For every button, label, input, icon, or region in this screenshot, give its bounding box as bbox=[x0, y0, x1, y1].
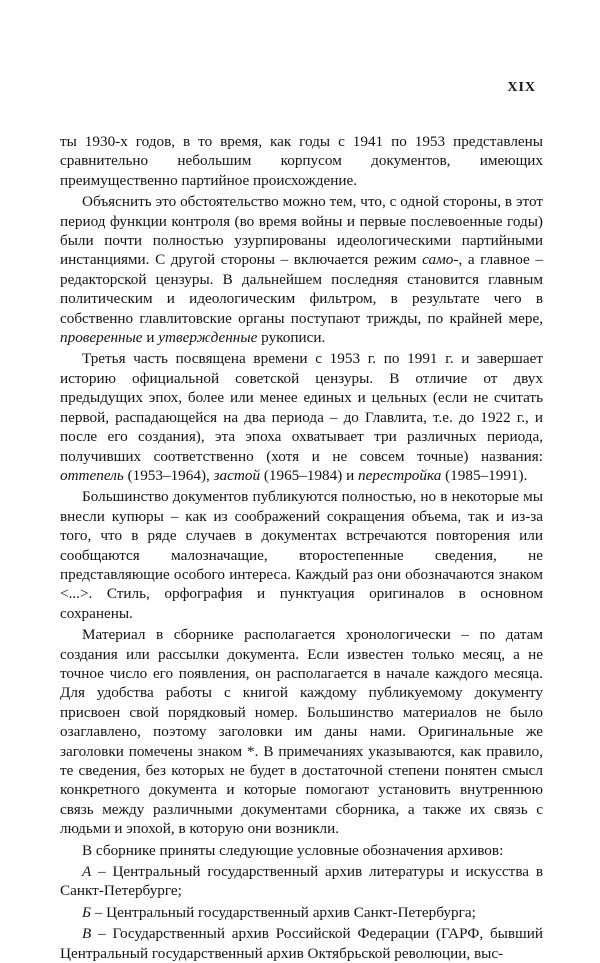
italic-term: утвержденные bbox=[158, 329, 258, 347]
italic-term: само- bbox=[422, 251, 459, 269]
italic-term: перестройка bbox=[358, 466, 442, 484]
text-run: В сборнике приняты следующие условные обозначения архивов: bbox=[82, 841, 504, 859]
page-number: XIX bbox=[507, 80, 536, 95]
body-text bbox=[60, 132, 543, 963]
text-run: – Государственный архив Российской Федерации (ГАРФ, бывший Центральный государственный архив Октябрьской революции, выс- bbox=[60, 925, 543, 962]
paragraph bbox=[60, 132, 543, 190]
paragraph bbox=[60, 487, 543, 623]
text-run: – Центральный государственный архив Санкт-Петербурга; bbox=[90, 903, 476, 921]
paragraph bbox=[60, 349, 543, 485]
text-run: Большинство документов публикуются полностью, но в некоторые мы внесли купюры – как из соображений сокращения объема, так и из-за того, что в ряде случаев в документах встречаются повторения или сообщаются малозначащие, второстепенные сведения, не представляющие особого интереса. Каждый раз они обозначаются знаком <...>. Стиль, орфография и пунктуация оригиналов в основном сохранены. bbox=[60, 488, 543, 622]
text-run: ты 1930-х годов, в то время, как годы с 1941 по 1953 представлены сравнительно небольшим корпусом документов, имеющих преимущественно партийное происхождение. bbox=[60, 133, 543, 189]
text-run: Третья часть посвящена времени с 1953 г. по 1991 г. и завершает историю официальной советской цензуры. В отличие от двух предыдущих эпох, более или менее единых и цельных (если не считать первой, распадающейся на два периода – до Главлита, т.е. до 1922 г., и после его создания), эта эпоха охватывает три различных периода, получивших соответственно (хотя и не совсем точные) названия: bbox=[60, 350, 543, 465]
paragraph bbox=[60, 625, 543, 838]
text-run: , а главное – редакторской цензуры. В дальнейшем последняя становится главным политическим и идеологическим фильтром, в результате чего в собственно главлитовские органы поступают трижды, по крайней мере, bbox=[60, 251, 543, 327]
italic-term: застой bbox=[213, 466, 261, 484]
paragraph bbox=[60, 862, 543, 901]
text-run: (1985–1991). bbox=[441, 466, 528, 484]
paragraph bbox=[60, 192, 543, 347]
paragraph bbox=[60, 924, 543, 963]
text-run: Материал в сборнике располагается хронологически – по датам создания или рассылки документа. Если известен только месяц, а не точное число его появления, он располагается в начале каждого месяца. Для удобства работы с книгой каждому публикуемому документу присвоен свой порядковый номер. Большинство материалов не было озаглавлено, поэтому заголовки им даны нами. Оригинальные же заголовки помечены знаком *. В примечаниях указываются, как правило, те сведения, без которых не будет в достаточной степени понятен смысл конкретного документа и которые помогают установить внутреннюю связь между различными документами сборника, а также их связь с людьми и эпохой, в которую они возникли. bbox=[60, 626, 543, 838]
italic-term: проверенные bbox=[60, 329, 143, 347]
italic-term: В bbox=[82, 925, 92, 943]
text-run: (1953–1964), bbox=[123, 466, 214, 484]
text-run: рукописи. bbox=[257, 329, 326, 347]
paragraph bbox=[60, 903, 543, 922]
text-run: – Центральный государственный архив литературы и искусства в Санкт-Петербурге; bbox=[60, 863, 543, 900]
italic-term: Б bbox=[82, 903, 91, 921]
paragraph bbox=[60, 841, 543, 860]
italic-term: оттепель bbox=[60, 466, 124, 484]
text-run: (1965–1984) и bbox=[260, 466, 359, 484]
text-run: Объяснить это обстоятельство можно тем, что, с одной стороны, в этот период функции контроля (во время войны и первые послевоенные годы) были почти полностью узурпированы идеологическими партийными инстанциями. С другой стороны – включается режим bbox=[60, 193, 543, 269]
italic-term: А bbox=[82, 863, 92, 881]
text-run: и bbox=[142, 329, 159, 347]
